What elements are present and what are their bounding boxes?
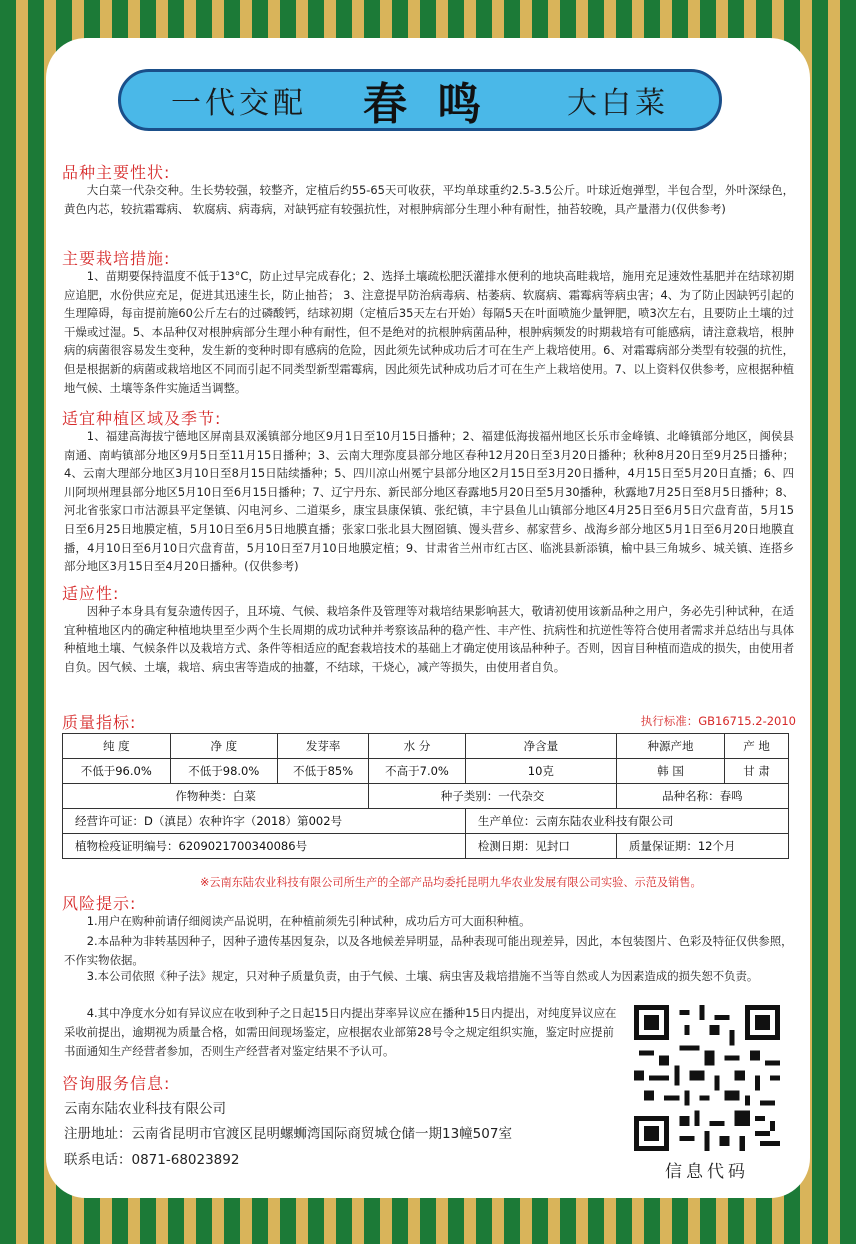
distribution-note: ※云南东陆农业科技有限公司所生产的全部产品均委托昆明九华农业发展有限公司实验、示范及销售。 xyxy=(200,876,702,889)
table-row xyxy=(63,784,789,809)
license-cell: 经营许可证：D（滇昆）农种许字（2018）第002号 xyxy=(63,809,466,834)
value-cell: 甘 肃 xyxy=(725,759,789,784)
table-header-row xyxy=(63,734,789,759)
test-date-cell: 检测日期：见封口 xyxy=(465,834,616,859)
table-row xyxy=(63,759,789,784)
value-cell: 10克 xyxy=(465,759,616,784)
quality-heading: 质量指标: xyxy=(62,713,137,732)
header-cell: 发芽率 xyxy=(278,734,369,759)
qr-code-label: 信息代码 xyxy=(665,1162,749,1182)
shelf-life-cell: 质量保证期：12个月 xyxy=(616,834,788,859)
adapt-body: 因种子本身具有复杂遗传因子，且环境、气候、栽培条件及管理等对栽培结果影响甚大，敬请初使用该新品种之用户，务必先引种试种，在适宜种植地区内的确定种植地块里至少两个生长周期的成功试种并考察该品种的稳产性、丰产性、抗病性和抗逆性等符合使用者需求并总结出与具体种植地土壤、气候条件以及栽培方式、条件等相适应的配套栽培技术的基础上才确定使用该品种种子。否则，因盲目种植而造成的损失，由使用者自负。因气候、土壤，栽培、病虫害等造成的抽薹，不结球，干烧心，减产等损失，由使用者自负。 xyxy=(64,604,794,674)
region-body: 1、福建高海拔宁德地区屏南县双溪镇部分地区9月1日至10月15日播种；2、福建低海拔福州地区长乐市金峰镇、北峰镇部分地区，闽侯县南通、南屿镇部分地区9月5日至11月15日播种；3、云南大理弥度县部分地区春种12月20日至3月20日播种；秋种8月20日至9月25日播种；4、云南大理部分地区3月10日至8月15日陆续播种；5、四川凉山州冕宁县部分地区2月15日至3月20日播种，4月15日至5月20日直播；6、四川阿坝州理县部分地区5月10日至6月15日播种；7、辽宁丹东、新民部分地区春露地5月20日至5月30播种，秋露地7月25日至8月5日播种；8、河北省张家口市沽源县平定堡镇、闪电河乡、二道渠乡，康宝县康保镇、张纪镇，丰宁县鱼儿山镇部分地区4月25日至6月5日穴盘育苗，5月15日至6月25日地膜定植，5月10日至6月5日地膜直播；张家口张北县大囫囵镇、馒头营乡、郝家营乡、战海乡部分地区5月1日至6月20日地膜直播，4月10日至6月10日穴盘育苗，5月10日至7月10日地膜定植；9、甘肃省兰州市红古区、临洮县新添镇，榆中县三角城乡、城关镇、连搭乡部分地区3月15日至4月20日播种。(仅供参考) xyxy=(64,429,795,574)
seed-type-cell: 种子类别：一代杂交 xyxy=(369,784,617,809)
title-banner xyxy=(118,69,722,131)
adapt-heading: 适应性: xyxy=(62,584,120,603)
address: 注册地址：云南省昆明市官渡区昆明螺蛳湾国际商贸城仓储一期13幢507室 xyxy=(64,1126,512,1142)
value-cell: 不高于7.0% xyxy=(369,759,466,784)
crop-cell: 作物种类：白菜 xyxy=(63,784,369,809)
qr-code-icon xyxy=(634,1005,780,1151)
value-cell: 不低于96.0% xyxy=(63,759,171,784)
title-right: 大白菜 xyxy=(567,86,669,121)
quality-standard: 执行标准：GB16715.2-2010 xyxy=(640,714,796,728)
product-name: 春鸣 xyxy=(363,79,511,130)
traits-body: 大白菜一代杂交种。生长势较强，较整齐，定植后约55-65天可收获，平均单球重约2.5-3.5公斤。叶球近炮弹型，半包合型，外叶深绿色，黄色内芯，较抗霜霉病、 软腐病、病毒病，对缺钙症有较强抗性，对根肿病部分生理小种有耐性，抽苔较晚，具产量潜力(仅供参考) xyxy=(64,183,794,216)
header-cell: 纯 度 xyxy=(63,734,171,759)
risk-item-4: 4.其中净度水分如有异议应在收到种子之日起15日内提出芽率异议应在播种15日内提出，对纯度异议应在采收前提出，逾期视为质量合格，如需田间现场鉴定，应根据农业部第28号令之规定组织实施，鉴定时应提前书面通知生产经营者参加，否则生产经营者对鉴定结果不予认可。 xyxy=(64,1006,617,1058)
phone: 联系电话：0871-68023892 xyxy=(64,1152,240,1168)
table-row xyxy=(63,809,789,834)
producer-cell: 生产单位：云南东陆农业科技有限公司 xyxy=(465,809,788,834)
risk-item-3: 3.本公司依照《种子法》规定，只对种子质量负责，由于气候、土壤、病虫害及栽培措施不当等自然或人为因素造成的损失恕不负责。 xyxy=(86,969,759,983)
header-cell: 水 分 xyxy=(369,734,466,759)
risk-item-1: 1.用户在购种前请仔细阅读产品说明，在种植前须先引种试种，成功后方可大面积种植。 xyxy=(86,914,531,928)
value-cell: 不低于85% xyxy=(278,759,369,784)
header-cell: 种源产地 xyxy=(616,734,724,759)
table-row xyxy=(63,834,789,859)
header-cell: 净 度 xyxy=(170,734,278,759)
cultivation-body: 1、苗期要保持温度不低于13°C，防止过早完成春化；2、选择土壤疏松肥沃灌排水便利的地块高畦栽培，施用充足速效性基肥并在结球初期应追肥，水份供应充足，促进其迅速生长，防止抽苔； 3、注意提早防治病毒病、枯萎病、软腐病、霜霉病等病虫害；4、为了防止因缺钙引起的生理障碍，每亩提前施60公斤左右的过磷酸钙，结球初期（定植后35天左右开始）每隔5天在叶面喷施少量钾肥，喷3次左右，且要防止土壤的过干燥或过湿。5、本品种仅对根肿病部分生理小种有耐性，但不是绝对的抗根肿病菌品种，根肿病频发的时期栽培有可能感病，请注意栽培，根肿病的病菌很容易发生变种，发生新的变种时即有感病的危险，因此须先试种成功后才可在生产上栽培使用。6、对霜霉病部分类型有较强的抗性，但是根据新的病菌或栽培地区不同而引起不同类型新型霜霉病，因此须先试种成功后才可在生产上栽培使用。7、以上资料仅供参考，应根据种植地气候、土壤等条件实施适当调整。 xyxy=(64,269,794,395)
company-name: 云南东陆农业科技有限公司 xyxy=(64,1101,226,1117)
risk-heading: 风险提示: xyxy=(62,894,137,913)
quality-table xyxy=(62,733,789,859)
quarantine-cell: 植物检疫证明编号：6209021700340086号 xyxy=(63,834,466,859)
header-cell: 净含量 xyxy=(465,734,616,759)
traits-heading: 品种主要性状: xyxy=(62,163,171,182)
risk-item-2: 2.本品种为非转基因种子，因种子遗传基因复杂，以及各地候差异明显，品种表现可能出现差异，因此，本包装图片、色彩及特征仅供参照，不作实物依据。 xyxy=(64,934,793,967)
region-heading: 适宜种植区域及季节: xyxy=(62,409,222,428)
cultivation-heading: 主要栽培措施: xyxy=(62,249,171,268)
contact-heading: 咨询服务信息: xyxy=(62,1074,171,1093)
header-cell: 产 地 xyxy=(725,734,789,759)
value-cell: 韩 国 xyxy=(616,759,724,784)
variety-cell: 品种名称：春鸣 xyxy=(616,784,788,809)
title-left: 一代交配 xyxy=(171,86,307,121)
value-cell: 不低于98.0% xyxy=(170,759,278,784)
